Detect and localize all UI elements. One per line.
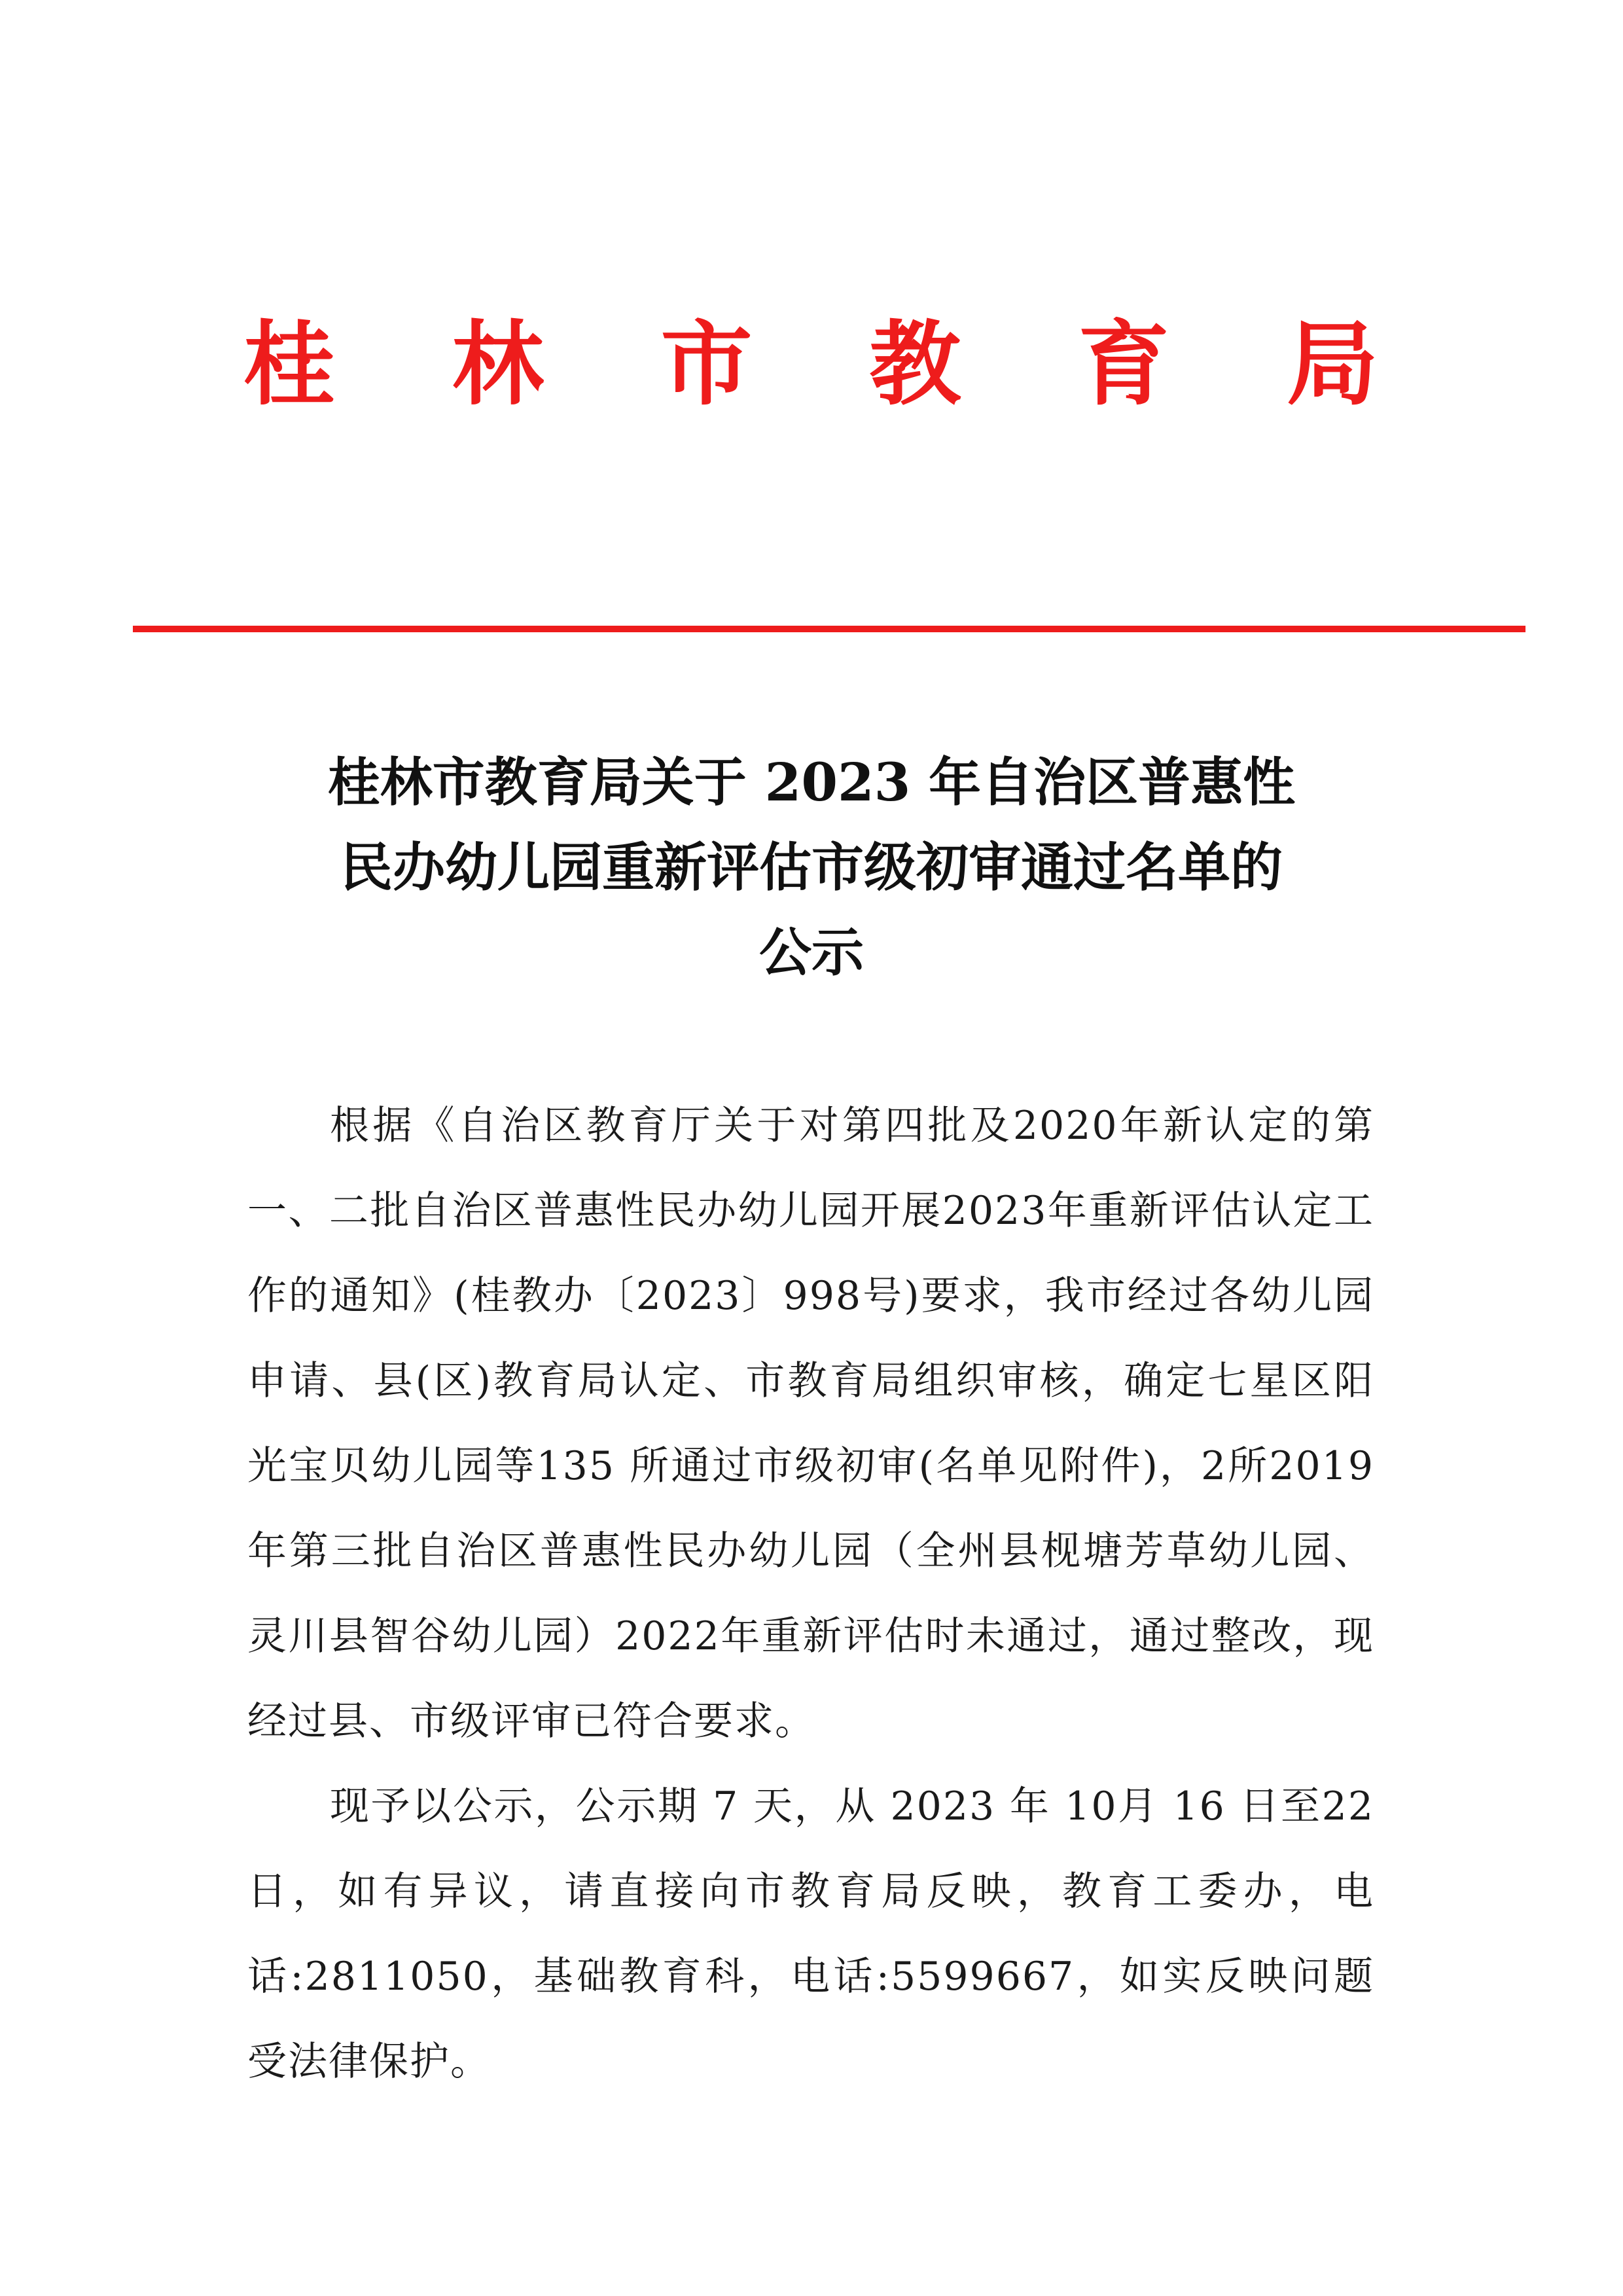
document-title — [196, 740, 1427, 995]
title-line-1: 桂林市教育局关于 2023 年自治区普惠性 — [327, 751, 1296, 813]
letterhead-char: 局 — [1286, 312, 1378, 418]
letterhead-char: 林 — [452, 312, 544, 418]
letterhead-char: 桂 — [243, 312, 336, 418]
red-divider — [133, 626, 1525, 632]
letterhead-char: 育 — [1078, 312, 1170, 418]
letterhead-char: 教 — [869, 312, 961, 418]
body-paragraph-2: 现予以公示，公示期 7 天，从 2023 年 10月 16 日至22日，如有异议，请直接向市教育局反映，教育工委办，电话:2811050，基础教育科，电话:5599667，如实反映问题受法律保护。 — [247, 1784, 1374, 2085]
letterhead — [243, 300, 1378, 431]
document-body — [247, 1083, 1374, 2104]
letterhead-char: 市 — [660, 312, 753, 418]
title-line-2: 民办幼儿园重新评估市级初审通过名单的 — [340, 836, 1283, 898]
body-paragraph-1: 根据《自治区教育厅关于对第四批及2020年新认定的第一、二批自治区普惠性民办幼儿园开展2023年重新评估认定工作的通知》(桂教办〔2023〕998号)要求，我市经过各幼儿园申请、县(区)教育局认定、市教育局组织审核，确定七星区阳光宝贝幼儿园等135 所通过市级初审(名单见附件)，2所2019年第三批自治区普惠性民办幼儿园（全州县枧塘芳草幼儿园、灵川县智谷幼儿园）2022年重新评估时未通过，通过整改，现经过县、市级评审已符合要求。 — [247, 1103, 1374, 1744]
title-line-3: 公示 — [759, 922, 864, 983]
